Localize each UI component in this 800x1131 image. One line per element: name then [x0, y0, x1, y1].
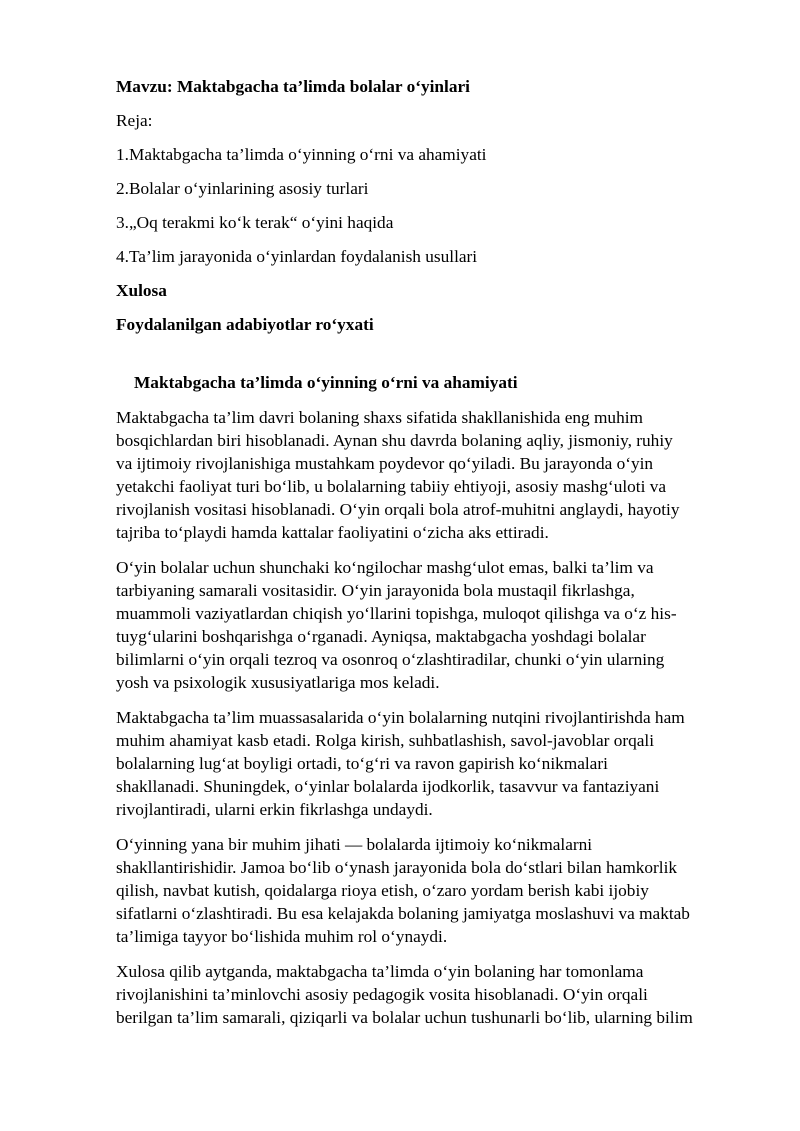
paragraph-line: Maktabgacha ta’lim davri bolaning shaxs sifatida shakllanishida eng muhim — [116, 408, 643, 427]
paragraph-1 — [116, 406, 746, 544]
paragraph-line: shakllantirishidir. Jamoa bo‘lib o‘ynash jarayonida bola do‘stlari bilan hamkorlik — [116, 858, 678, 877]
plan-item-4: 4.Ta’lim jarayonida o‘yinlardan foydalanish usullari — [116, 247, 478, 266]
paragraph-line: O‘yinning yana bir muhim jihati — bolalarda ijtimoiy ko‘nikmalarni — [116, 835, 593, 854]
references-label: Foydalanilgan adabiyotlar ro‘yxati — [116, 315, 374, 334]
paragraph-line: bosqichlardan biri hisoblanadi. Aynan shu davrda bolaning aqliy, jismoniy, ruhiy — [116, 431, 673, 450]
paragraph-line: sifatlarni o‘zlashtiradi. Bu esa kelajakda bolaning jamiyatga moslashuvi va maktab — [116, 904, 690, 923]
paragraph-line: qilish, navbat kutish, qoidalarga rioya etish, o‘zaro yordam berish kabi ijobiy — [116, 881, 649, 900]
document-page — [116, 76, 746, 1041]
section-heading: Maktabgacha ta’limda o‘yinning o‘rni va ahamiyati — [134, 373, 518, 392]
plan-item-3: 3.„Oq terakmi ko‘k terak“ o‘yini haqida — [116, 213, 394, 232]
paragraph-line: bolalarning lug‘at boyligi ortadi, to‘g‘ri va ravon gapirish ko‘nikmalari — [116, 754, 608, 773]
plan-label: Reja: — [116, 111, 153, 130]
paragraph-line: tuyg‘ularini boshqarishga o‘rganadi. Ayniqsa, maktabgacha yoshdagi bolalar — [116, 627, 646, 646]
paragraph-line: shakllanadi. Shuningdek, o‘yinlar bolalarda ijodkorlik, tasavvur va fantaziyani — [116, 777, 660, 796]
document-topic: Mavzu: Maktabgacha ta’limda bolalar o‘yinlari — [116, 77, 470, 96]
paragraph-line: ta’limiga tayyor bo‘lishida muhim rol o‘ynaydi. — [116, 927, 448, 946]
section-spacer — [116, 336, 746, 372]
plan-item-2: 2.Bolalar o‘yinlarining asosiy turlari — [116, 179, 369, 198]
paragraph-3 — [116, 706, 746, 821]
paragraph-line: yosh va psixologik xususiyatlariga mos keladi. — [116, 673, 440, 692]
conclusion-label: Xulosa — [116, 281, 167, 300]
paragraph-line: muhim ahamiyat kasb etadi. Rolga kirish, suhbatlashish, savol-javoblar orqali — [116, 731, 655, 750]
paragraph-line: rivojlantiradi, ularni erkin fikrlashga undaydi. — [116, 800, 433, 819]
paragraph-2 — [116, 556, 746, 694]
paragraph-line: berilgan ta’lim samarali, qiziqarli va bolalar uchun tushunarli bo‘lib, ularning bilim — [116, 1008, 693, 1027]
paragraph-line: rivojlanishini ta’minlovchi asosiy pedagogik vosita hisoblanadi. O‘yin orqali — [116, 985, 648, 1004]
plan-item-1: 1.Maktabgacha ta’limda o‘yinning o‘rni va ahamiyati — [116, 145, 487, 164]
paragraph-line: rivojlanish vositasi hisoblanadi. O‘yin orqali bola atrof-muhitni anglaydi, hayotiy — [116, 500, 680, 519]
paragraph-line: tarbiyaning samarali vositasidir. O‘yin jarayonida bola mustaqil fikrlashga, — [116, 581, 635, 600]
paragraph-line: va ijtimoiy rivojlanishiga mustahkam poydevor qo‘yiladi. Bu jarayonda o‘yin — [116, 454, 654, 473]
paragraph-line: O‘yin bolalar uchun shunchaki ko‘ngilochar mashg‘ulot emas, balki ta’lim va — [116, 558, 654, 577]
paragraph-line: Maktabgacha ta’lim muassasalarida o‘yin bolalarning nutqini rivojlantirishda ham — [116, 708, 685, 727]
paragraph-line: bilimlarni o‘yin orqali tezroq va osonroq o‘zlashtiradilar, chunki o‘yin ularning — [116, 650, 665, 669]
paragraph-5 — [116, 960, 746, 1029]
paragraph-4 — [116, 833, 746, 948]
paragraph-line: Xulosa qilib aytganda, maktabgacha ta’limda o‘yin bolaning har tomonlama — [116, 962, 644, 981]
paragraph-line: tajriba to‘playdi hamda kattalar faoliyatini o‘zicha aks ettiradi. — [116, 523, 549, 542]
paragraph-line: yetakchi faoliyat turi bo‘lib, u bolalarning tabiiy ehtiyoji, asosiy mashg‘uloti va — [116, 477, 667, 496]
paragraph-line: muammoli vaziyatlardan chiqish yo‘llarini topishga, muloqot qilishga va o‘z his- — [116, 604, 677, 623]
